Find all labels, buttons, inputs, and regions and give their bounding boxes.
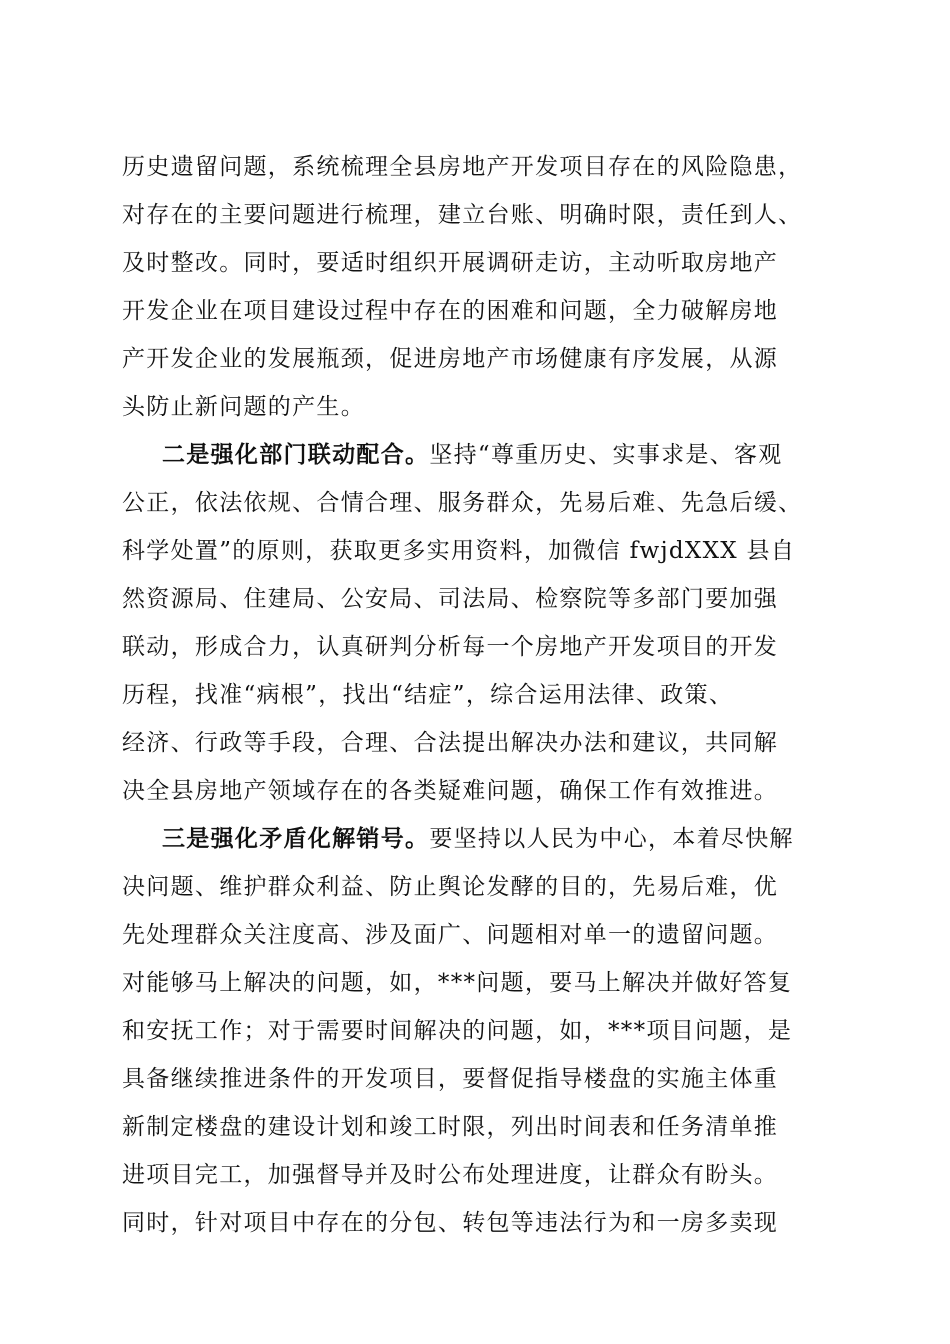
text-line: 联动，形成合力，认真研判分析每一个房地产开发项目的开发: [122, 634, 779, 660]
paragraph-first-line-text: 要坚持以人民为中心，本着尽快解: [429, 826, 794, 852]
text-line: 对能够马上解决的问题，如，***问题，要马上解决并做好答复: [122, 970, 793, 996]
paragraph-first-line: [122, 815, 842, 863]
paragraph-heading: 三是强化矛盾化解销号。: [162, 825, 430, 852]
text-line: 决问题、维护群众利益、防止舆论发酵的目的，先易后难，优: [122, 874, 779, 900]
text-line: 决全县房地产领域存在的各类疑难问题，确保工作有效推进。: [122, 778, 779, 804]
text-line: 先处理群众关注度高、涉及面广、问题相对单一的遗留问题。: [122, 922, 779, 948]
paragraph-1: [122, 143, 842, 431]
paragraph-first-line: [122, 431, 842, 479]
text-line: 经济、行政等手段，合理、合法提出解决办法和建议，共同解: [122, 730, 779, 756]
document-body: [122, 143, 842, 1247]
paragraph-first-line-text: 坚持“尊重历史、实事求是、客观: [429, 442, 783, 468]
paragraph-heading: 二是强化部门联动配合。: [162, 441, 430, 468]
paragraph-3: [122, 815, 842, 1247]
text-line: 对存在的主要问题进行梳理，建立台账、明确时限，责任到人、: [122, 202, 803, 228]
paragraph-2: [122, 431, 842, 815]
text-line: 科学处置”的原则，获取更多实用资料，加微信 fwjdXXX 县自: [122, 538, 796, 564]
text-line: 产开发企业的发展瓶颈，促进房地产市场健康有序发展，从源: [122, 346, 779, 372]
text-line: 新制定楼盘的建设计划和竣工时限，列出时间表和任务清单推: [122, 1114, 779, 1140]
text-line: 具备继续推进条件的开发项目，要督促指导楼盘的实施主体重: [122, 1066, 779, 1092]
text-line: 进项目完工，加强督导并及时公布处理进度，让群众有盼头。: [122, 1162, 779, 1188]
text-line: 然资源局、住建局、公安局、司法局、检察院等多部门要加强: [122, 586, 779, 612]
text-line: 历史遗留问题，系统梳理全县房地产开发项目存在的风险隐患，: [122, 154, 803, 180]
text-line: 及时整改。同时，要适时组织开展调研走访，主动听取房地产: [122, 250, 779, 276]
text-line: 和安抚工作；对于需要时间解决的问题，如，***项目问题，是: [122, 1018, 793, 1044]
text-line: 头防止新问题的产生。: [122, 394, 365, 420]
text-line: 历程，找准“病根”，找出“结症”，综合运用法律、政策、: [122, 682, 734, 708]
text-line: 开发企业在项目建设过程中存在的困难和问题，全力破解房地: [122, 298, 779, 324]
text-line: 同时，针对项目中存在的分包、转包等违法行为和一房多卖现: [122, 1210, 779, 1236]
text-line: 公正，依法依规、合情合理、服务群众，先易后难、先急后缓、: [122, 490, 803, 516]
